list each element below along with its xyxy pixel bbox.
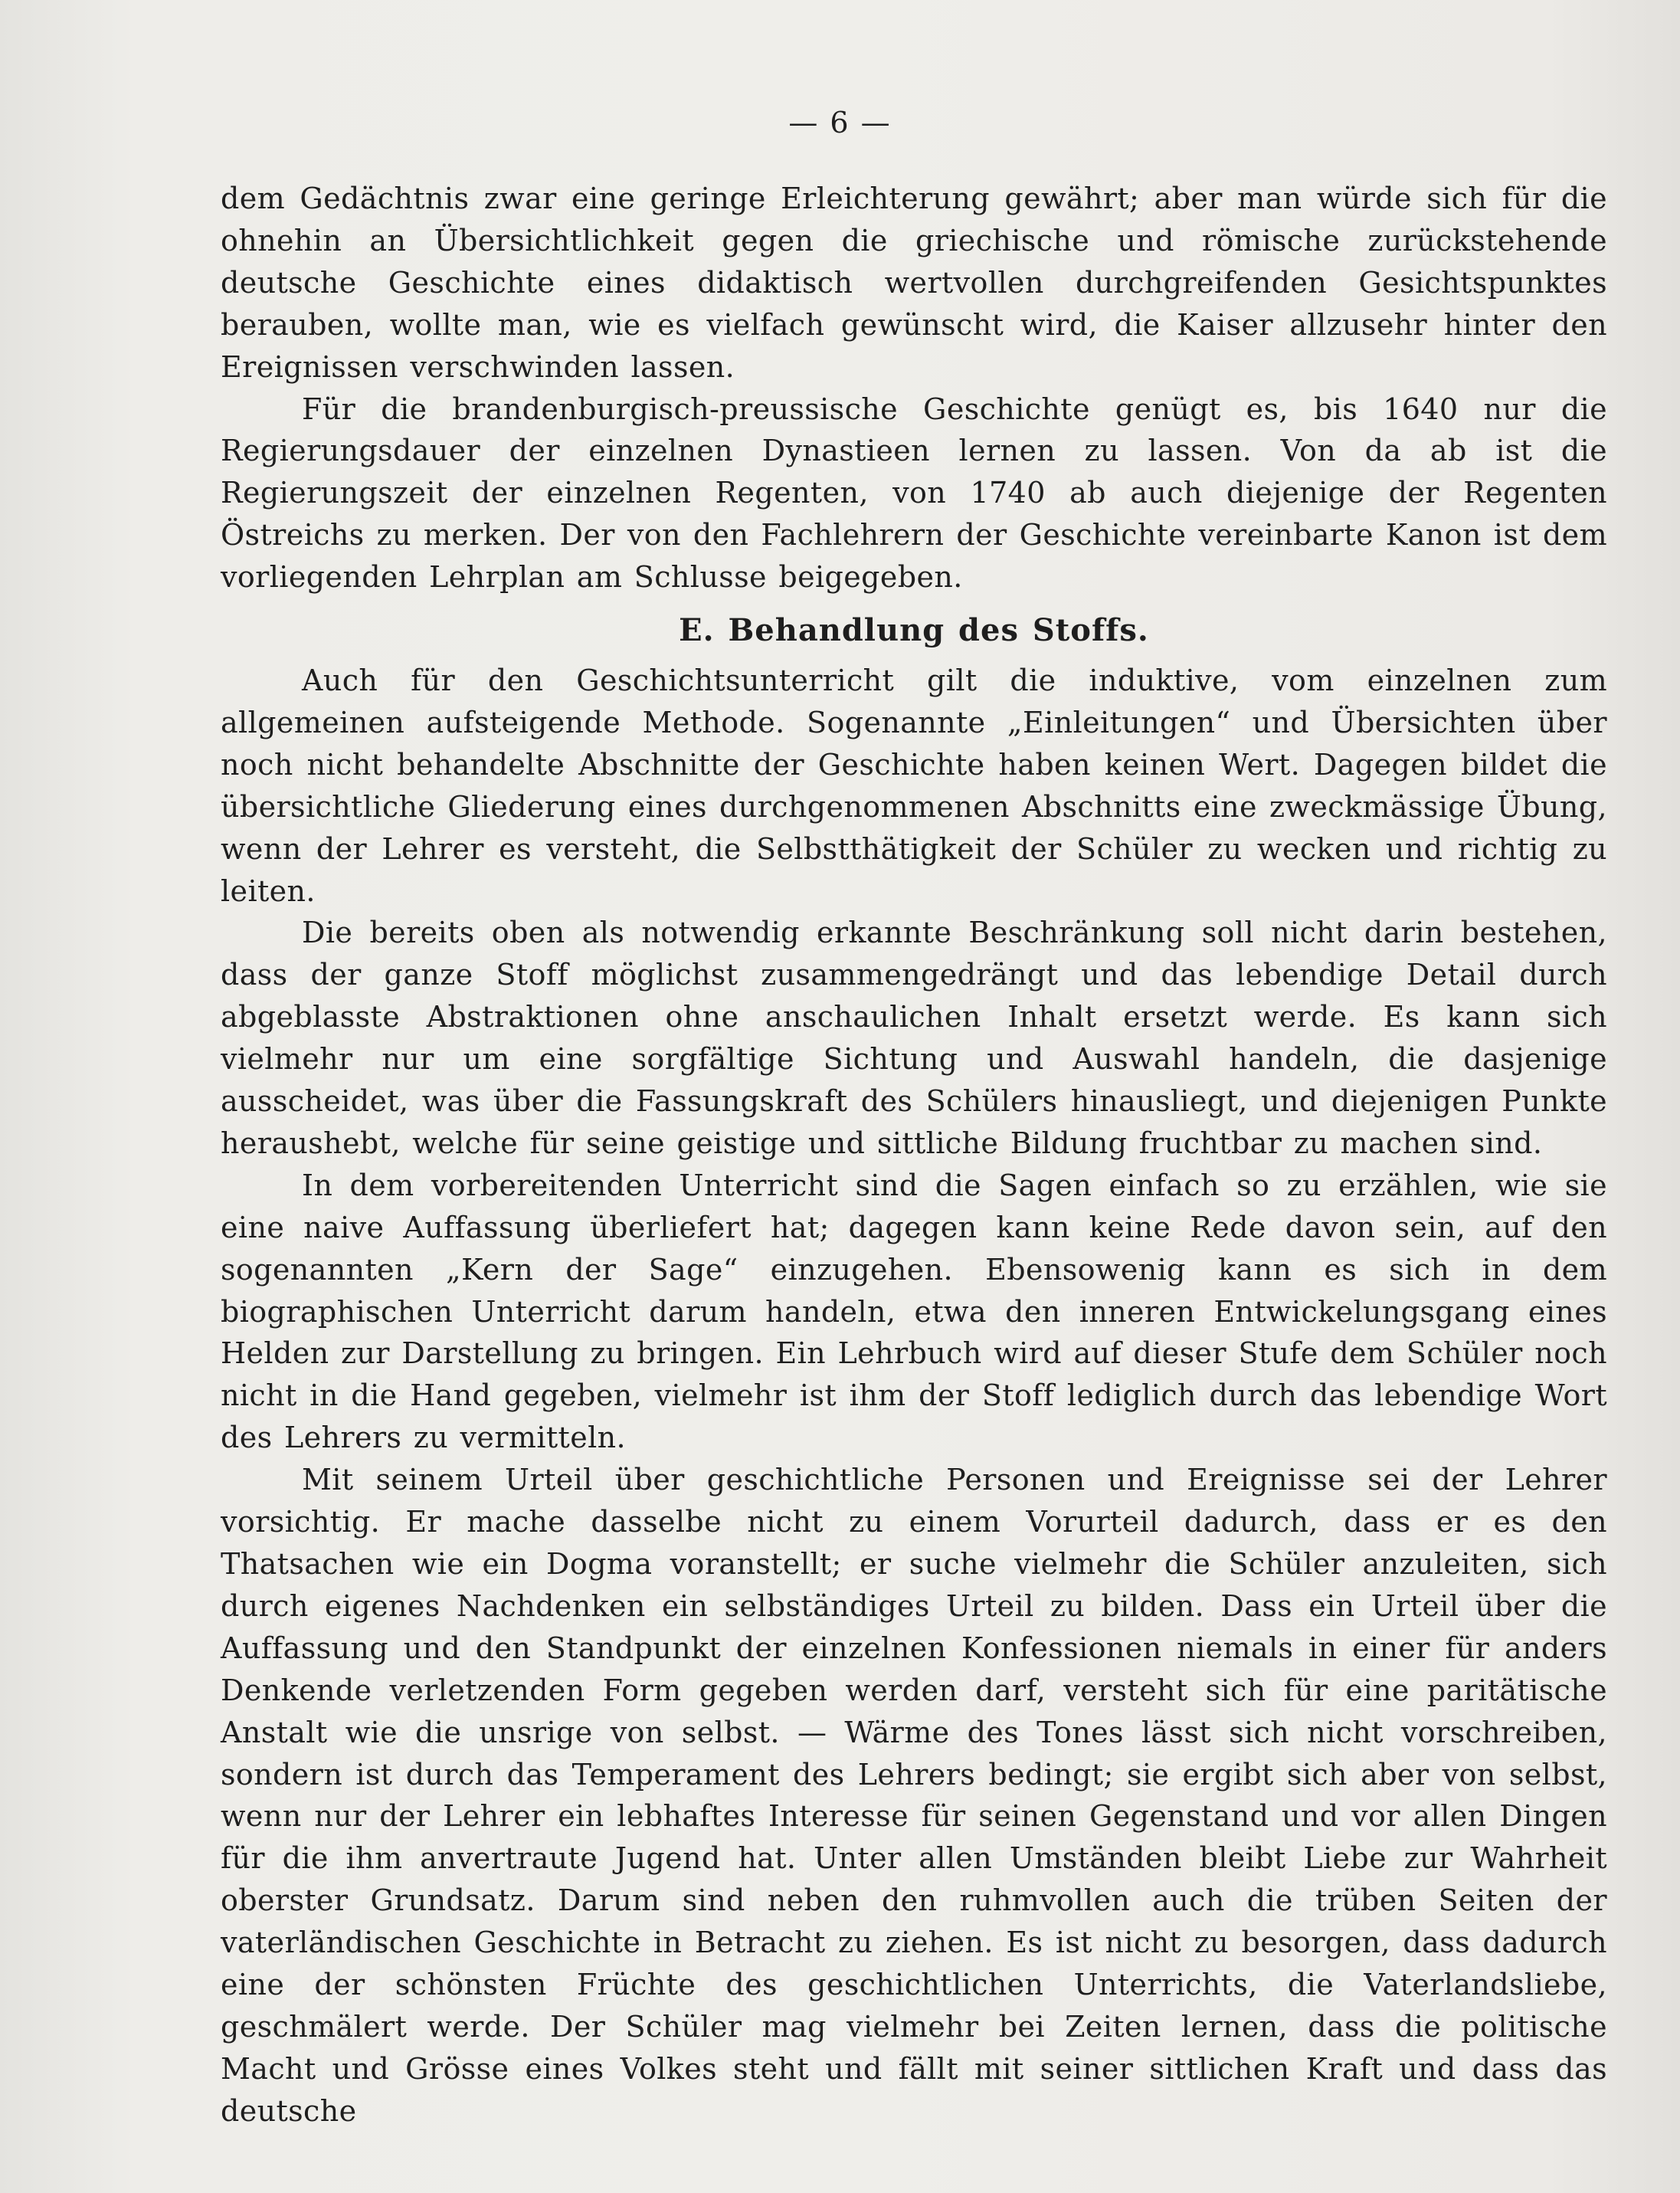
section-heading: E. Behandlung des Stoffs. bbox=[679, 612, 1149, 649]
paragraph-brandenburg: Für die brandenburgisch-preussische Geschichte genügt es, bis 1640 nur die Regierungsdauer der einzelnen Dynastieen lernen zu lassen. Von da ab ist die Regierungszeit der einzelnen Regenten, von 1740 ab auch diejenige der Regenten Östreichs zu merken. Der von den Fachlehrern der Geschichte vereinbarte Kanon ist dem vorliegenden Lehrplan am Schlusse beigegeben. bbox=[221, 392, 1607, 595]
page-body bbox=[221, 178, 1607, 2132]
paragraph-preparatory: In dem vorbereitenden Unterricht sind die Sagen einfach so zu erzählen, wie sie eine naive Auffassung überliefert hat; dagegen kann keine Rede davon sein, auf den sogenannten „Kern der Sage“ einzugehen. Ebensowenig kann es sich in dem biographischen Unterricht darum handeln, etwa den inneren Entwickelungsgang eines Helden zur Darstellung zu bringen. Ein Lehrbuch wird auf dieser Stufe dem Schüler noch nicht in die Hand gegeben, vielmehr ist ihm der Stoff lediglich durch das lebendige Wort des Lehrers zu vermitteln. bbox=[221, 1168, 1607, 1455]
paragraph-judgement: Mit seinem Urteil über geschichtliche Personen und Ereignisse sei der Lehrer vorsichtig. Er mache dasselbe nicht zu einem Vorurteil dadurch, dass er es den Thatsachen wie ein Dogma voranstellt; er suche vielmehr die Schüler anzuleiten, sich durch eigenes Nachdenken ein selbständiges Urteil zu bilden. Dass ein Urteil über die Auffassung und den Standpunkt der einzelnen Konfessionen niemals in einer für anders Denkende verletzenden Form gegeben werden darf, versteht sich für eine paritätische Anstalt wie die unsrige von selbst. — Wärme des Tones lässt sich nicht vorschreiben, sondern ist durch das Temperament des Lehrers bedingt; sie ergibt sich aber von selbst, wenn nur der Lehrer ein lebhaftes Interesse für seinen Gegenstand und vor allen Dingen für die ihm anvertraute Jugend hat. Unter allen Umständen bleibt Liebe zur Wahrheit oberster Grundsatz. Darum sind neben den ruhmvollen auch die trüben Seiten der vaterländischen Geschichte in Betracht zu ziehen. Es ist nicht zu besorgen, dass dadurch eine der schönsten Früchte des geschichtlichen Unterrichts, die Vaterlandsliebe, geschmälert werde. Der Schüler mag vielmehr bei Zeiten lernen, dass die politische Macht und Grösse eines Volkes steht und fällt mit seiner sittlichen Kraft und dass das deutsche bbox=[221, 1463, 1607, 2128]
paragraph-continuation: dem Gedächtnis zwar eine geringe Erleichterung gewährt; aber man würde sich für die ohnehin an Übersichtlichkeit gegen die griechische und römische zurückstehende deutsche Geschichte eines didaktisch wertvollen durchgreifenden Gesichtspunktes berauben, wollte man, wie es vielfach gewünscht wird, die Kaiser allzusehr hinter den Ereignissen verschwinden lassen. bbox=[221, 182, 1607, 384]
paragraph-restriction: Die bereits oben als notwendig erkannte Beschränkung soll nicht darin bestehen, dass der ganze Stoff möglichst zusammengedrängt und das lebendige Detail durch abgeblasste Abstraktionen ohne anschaulichen Inhalt ersetzt werde. Es kann sich vielmehr nur um eine sorgfältige Sichtung und Auswahl handeln, die dasjenige ausscheidet, was über die Fassungskraft des Schülers hinausliegt, und diejenigen Punkte heraushebt, welche für seine geistige und sittliche Bildung fruchtbar zu machen sind. bbox=[221, 916, 1607, 1160]
page-number: — 6 — bbox=[788, 106, 892, 139]
paragraph-method: Auch für den Geschichtsunterricht gilt die induktive, vom einzelnen zum allgemeinen aufsteigende Methode. Sogenannte „Einleitungen“ und Übersichten über noch nicht behandelte Abschnitte der Geschichte haben keinen Wert. Dagegen bildet die übersichtliche Gliederung eines durchgenommenen Abschnitts eine zweckmässige Übung, wenn der Lehrer es versteht, die Selbstthätigkeit der Schüler zu wecken und richtig zu leiten. bbox=[221, 663, 1607, 908]
